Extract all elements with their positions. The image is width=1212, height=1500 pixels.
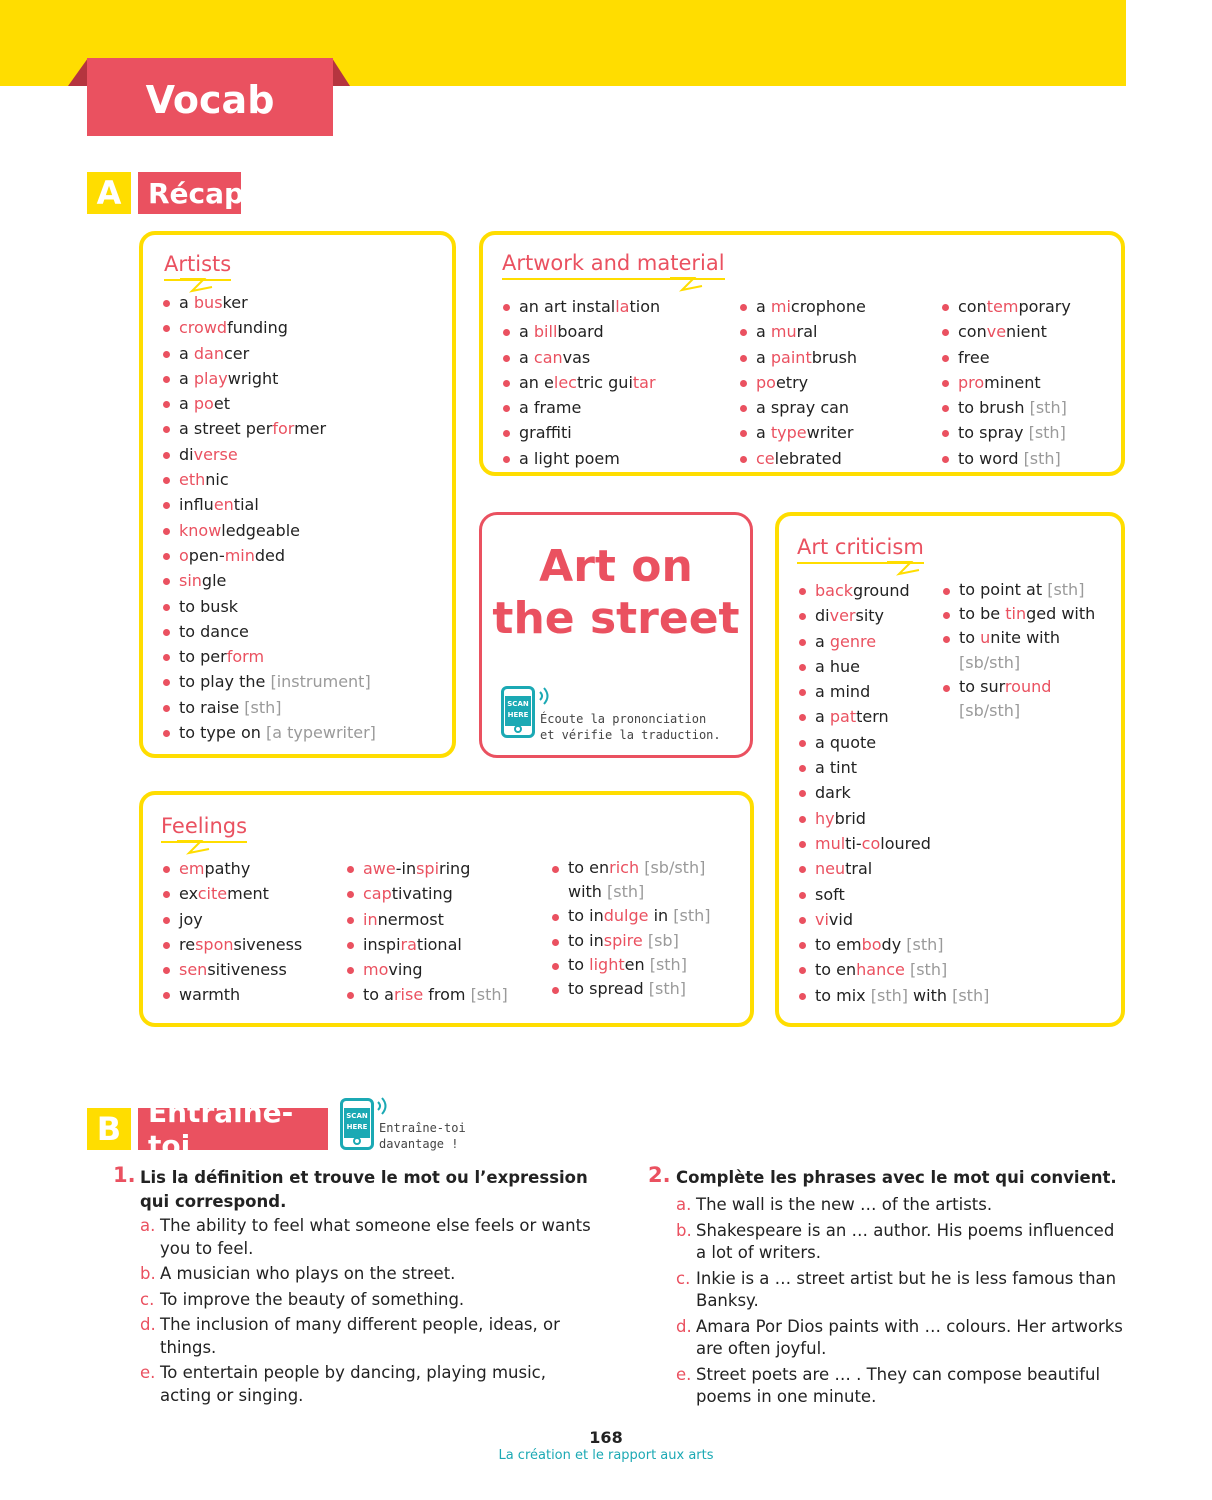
artists-title: Artists (164, 251, 231, 277)
vocab-item: a pattern (799, 704, 989, 729)
exercise-1-question: Lis la définition et trouve le mot ou l’expression qui correspond. (140, 1168, 588, 1211)
artwork-list-col2 (740, 294, 866, 471)
vocab-item: a dancer (163, 341, 376, 366)
vocab-item: single (163, 568, 376, 593)
vocab-item: to perform (163, 644, 376, 669)
vocab-item: background (799, 578, 989, 603)
vocab-item: an electric guitar (503, 370, 660, 395)
vocab-item: contemporary (942, 294, 1071, 319)
center-title: Art on the street (492, 541, 740, 644)
vocab-item: a paintbrush (740, 345, 866, 370)
vocab-item: grafti (503, 420, 660, 445)
vocab-item: to point at [sth] (943, 578, 1095, 602)
artwork-list-col3 (942, 294, 1071, 471)
vocab-tab (87, 58, 333, 136)
vocab-item: warmth (163, 982, 302, 1007)
vocab-item: to brush [sth] (942, 395, 1071, 420)
vocab-item: vivid (799, 907, 989, 932)
vocab-item: open-minded (163, 543, 376, 568)
exercise-1-items (140, 1215, 592, 1410)
vocab-item: to embody [sth] (799, 932, 989, 957)
artwork-list-col1 (503, 294, 660, 471)
vocab-item: knowledgeable (163, 518, 376, 543)
vocab-item: to be tinged with (943, 602, 1095, 626)
criticism-list-col2 (943, 578, 1095, 723)
vocab-item: a frame (503, 395, 660, 420)
vocab-item: to dance (163, 619, 376, 644)
art-criticism-title: Art criticism (797, 534, 924, 560)
vocab-item: with [sth] (568, 882, 645, 902)
vocab-item: free (942, 345, 1071, 370)
vocab-item: dark (799, 780, 989, 805)
exercise-item: e. To entertain people by dancing, playing music, acting or singing. (140, 1363, 546, 1405)
vocab-item: joy (163, 907, 302, 932)
vocab-item: to inspire [sb] (552, 929, 710, 953)
exercise-2-items (676, 1194, 1128, 1412)
vocab-item: awe-inspiring (347, 856, 508, 881)
vocab-item: prominent (942, 370, 1071, 395)
vocab-item: soft (799, 882, 989, 907)
tab-fold-right (332, 58, 350, 86)
vocab-item: a street performer (163, 416, 376, 441)
vocab-item: a spray can (740, 395, 866, 420)
vocab-item: to surround (943, 675, 1095, 699)
vocab-item: a billboard (503, 319, 660, 344)
section-a-title: Récap (138, 172, 241, 214)
vocab-item: a mind (799, 679, 989, 704)
wifi-waves-icon-b (375, 1095, 391, 1117)
page-number: 168 (589, 1428, 623, 1447)
vocab-item: innermost (347, 907, 508, 932)
exercise-item: a. The ability to feel what someone else feels or wants you to feel. (140, 1216, 591, 1258)
exercise-2-question: Complète les phrases avec le mot qui convient. (676, 1168, 1117, 1187)
vocab-item: to word [sth] (942, 446, 1071, 471)
vocab-item: to play the [instrument] (163, 669, 376, 694)
vocab-item: to raise [sth] (163, 695, 376, 720)
vocab-item: a tint (799, 755, 989, 780)
exercise-item: d. Amara Por Dios paints with … colours. Her artworks are often joyful. (676, 1316, 1123, 1358)
vocab-item: a light poem (503, 446, 660, 471)
vocab-item: multi-coloured (799, 831, 989, 856)
vocab-item: an art installation (503, 294, 660, 319)
vocab-item: a quote (799, 730, 989, 755)
vocab-item: to spread [sth] (552, 977, 710, 1001)
exercise-item: a. The wall is the new … of the artists. (676, 1195, 993, 1214)
wifi-waves-icon (537, 685, 553, 707)
vocab-item: crowdfunding (163, 315, 376, 340)
vocab-item: a genre (799, 629, 989, 654)
artists-list (163, 290, 376, 745)
vocab-item: [sb/sth] (959, 652, 1021, 672)
vocab-item: to unite with (943, 626, 1095, 650)
vocab-item: a poet (163, 391, 376, 416)
vocab-item: ethnic (163, 467, 376, 492)
page-subtitle: La création et le rapport aux arts (498, 1448, 714, 1463)
exercise-item: b. Shakespeare is an … author. His poems influenced a lot of writers. (676, 1220, 1115, 1262)
vocab-item: a playwright (163, 366, 376, 391)
vocab-item: to indulge in [sth] (552, 904, 710, 928)
vocab-item: to spray [sth] (942, 420, 1071, 445)
exercise-1-number: 1. (113, 1163, 136, 1187)
vocab-item: a mural (740, 319, 866, 344)
vocab-item: a busker (163, 290, 376, 315)
vocab-item: moving (347, 957, 508, 982)
exercise-item: c. Inkie is a … street artist but he is less famous than Banksy. (676, 1268, 1117, 1310)
exercise-item: c. To improve the beauty of something. (140, 1289, 465, 1309)
feelings-title: Feelings (161, 813, 247, 839)
vocab-item: to type on [a typewriter] (163, 720, 376, 745)
vocab-item: to enrich [sb/sth] (552, 856, 710, 880)
feelings-list-col3 (552, 856, 710, 1001)
vocab-item: captivating (347, 881, 508, 906)
exercise-2-number: 2. (648, 1163, 671, 1187)
feelings-box (139, 791, 754, 1027)
vocab-item: responsiveness (163, 932, 302, 957)
vocab-item: sensitiveness (163, 957, 302, 982)
scan-instructions: Écoute la prononciation et vérifie la traduction. (540, 712, 721, 742)
vocab-item: celebrated (740, 446, 866, 471)
vocab-item: empathy (163, 856, 302, 881)
vocab-item: influential (163, 492, 376, 517)
artwork-title: Artwork and material (502, 250, 725, 276)
vocab-item: inspirational (347, 932, 508, 957)
vocab-item: a microphone (740, 294, 866, 319)
vocab-label: Vocab (145, 78, 275, 122)
artists-box (139, 231, 456, 758)
art-criticism-box (775, 512, 1125, 1027)
vocab-item: poetry (740, 370, 866, 395)
tab-fold-left (68, 58, 88, 86)
section-a-letter: A (87, 172, 131, 214)
scan-phone-icon[interactable]: SCAN HERE (501, 686, 535, 738)
vocab-item: [sb/sth] (959, 701, 1021, 721)
vocab-item: neutral (799, 856, 989, 881)
feelings-list-col2 (347, 856, 508, 1008)
section-b-scan-text: Entraîne-toi davantage ! (379, 1121, 466, 1151)
vocab-item: to busk (163, 594, 376, 619)
vocab-item: to enhance [sth] (799, 957, 989, 982)
section-b-letter: B (87, 1108, 131, 1150)
section-b-title: Entraîne-toi (138, 1108, 328, 1150)
vocab-item: convenient (942, 319, 1071, 344)
exercise-item: b. A musician who plays on the street. (140, 1264, 456, 1283)
vocab-item: hybrid (799, 806, 989, 831)
vocab-item: to mix [sth] with [sth] (799, 983, 989, 1008)
art-on-the-street-box (479, 512, 753, 758)
vocab-item: a canvas (503, 345, 660, 370)
vocab-item: a typewriter (740, 420, 866, 445)
vocab-item: a hue (799, 654, 989, 679)
artwork-box (479, 231, 1125, 476)
exercise-item: d. The inclusion of many different people, ideas, or things. (140, 1315, 560, 1357)
exercise-item: e. Street poets are … . They can compose beautiful poems in one minute. (676, 1364, 1101, 1406)
vocab-item: to lighten [sth] (552, 953, 710, 977)
vocab-item: to arise from [sth] (347, 982, 508, 1007)
vocab-item: diversity (799, 603, 989, 628)
feelings-list-col1 (163, 856, 302, 1008)
scan-phone-icon-b[interactable]: SCAN HERE (340, 1098, 374, 1150)
vocab-item: diverse (163, 442, 376, 467)
vocab-item: excitement (163, 881, 302, 906)
